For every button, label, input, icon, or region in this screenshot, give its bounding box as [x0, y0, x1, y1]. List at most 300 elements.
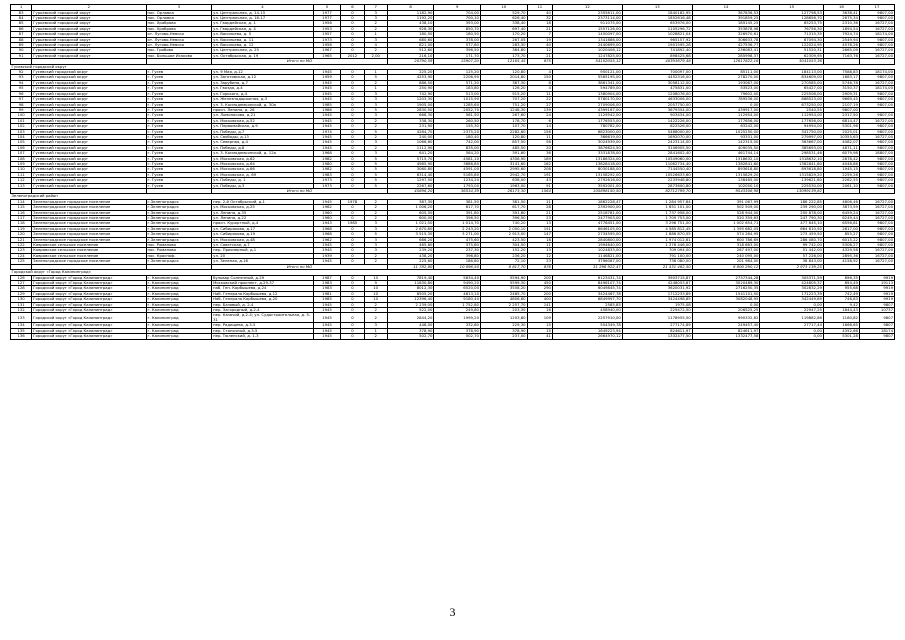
table-cell: 2734595,00 [552, 232, 622, 237]
table-cell: 0 [341, 124, 364, 129]
table-cell: 3 [364, 248, 387, 253]
table-cell: 9807 [859, 323, 894, 328]
table-cell: 6459,24 [823, 210, 859, 215]
table-cell: 260,50 [434, 118, 481, 123]
table-cell: 475,60 [434, 237, 481, 242]
table-cell: 1 737 958,00 [622, 210, 692, 215]
table-cell: 72,10 [480, 259, 527, 264]
table-cell: 9807,00 [859, 140, 894, 145]
table-cell: Гурьевский городской округ [32, 48, 146, 53]
table-cell: 236083,41 [692, 48, 760, 53]
table-cell: 173,70 [480, 53, 527, 58]
table-cell: г. Калининград [146, 328, 212, 333]
table-cell: 1020406,12 [552, 48, 622, 53]
table-cell: ул. Московская, д.25 [212, 205, 314, 210]
table-cell: пос. Романово [146, 243, 212, 248]
table-cell: 2 239,00 [387, 302, 434, 307]
table-cell: 1945 [313, 70, 341, 75]
table-cell: 1341686,00 [552, 37, 622, 42]
total-value: 6 800 290,12 [692, 264, 760, 269]
row-number: 115 [11, 205, 32, 210]
total-value: 10 096,50 [434, 264, 481, 269]
table-cell: 512,60 [387, 48, 434, 53]
table-cell: 1985 [341, 221, 364, 226]
table-cell: Гусевский городской округ [32, 172, 146, 177]
table-cell: Зеленоградское городское поселение [32, 210, 146, 215]
table-cell: Гусевский городской округ [32, 86, 146, 91]
table-cell: 2942,70 [480, 172, 527, 177]
table-cell: 19113 [859, 280, 894, 285]
table-cell: 5301,28 [823, 334, 859, 339]
table-cell: 1 974 012,61 [622, 237, 692, 242]
table-cell: 4871,11 [823, 145, 859, 150]
table-cell: 381,50 [434, 199, 481, 204]
table-cell: 2 [364, 216, 387, 221]
table-cell: 306633,78 [692, 37, 760, 42]
table-cell: Гусевский городской округ [32, 91, 146, 96]
table-cell: 10526633,60 [622, 172, 692, 177]
table-cell: 2585,85 [552, 302, 622, 307]
table-cell: 3 271,00 [434, 232, 481, 237]
table-cell: 18 [527, 21, 552, 26]
table-cell: 2 [364, 118, 387, 123]
row-number: 93 [11, 75, 32, 80]
column-number: 14 [692, 5, 760, 11]
row-number: 114 [11, 199, 32, 204]
row-number: 110 [11, 167, 32, 172]
table-cell: 1968 [313, 151, 341, 156]
table-cell: Городской округ «Город Калининград» [32, 291, 146, 296]
table-cell: г. Гусев [146, 102, 212, 107]
table-cell: Городской округ «Город Калининград» [32, 323, 146, 328]
table-cell: Городской округ «Город Калининград» [32, 302, 146, 307]
table-cell: 1968 [313, 232, 341, 237]
table-cell: 824611,97 [692, 328, 760, 333]
table-cell: ул. Зеленая, д.16 [212, 259, 314, 264]
table-cell: г. Калининград [146, 291, 212, 296]
table-cell: г. Гусев [146, 80, 212, 85]
table-cell: 1380904,00 [552, 91, 622, 96]
table-cell: 13186324,00 [552, 156, 622, 161]
table-cell: ул. Заготовская, д.12 [212, 75, 314, 80]
table-cell: 2664970,12 [552, 334, 622, 339]
table-cell: 342449,89 [760, 297, 824, 302]
row-number: 136 [11, 334, 32, 339]
row-number: 128 [11, 286, 32, 291]
table-cell: 63242,00 [692, 124, 760, 129]
table-cell: 128656,70 [760, 16, 824, 21]
table-cell: 180,40 [434, 134, 481, 139]
table-cell: 1973 [313, 183, 341, 188]
table-cell: 1974 [313, 129, 341, 134]
table-cell: 5 [364, 156, 387, 161]
table-cell: пер. Приозерный, д.1 [212, 248, 314, 253]
row-number: 92 [11, 70, 32, 75]
table-cell: г. Гусев [146, 97, 212, 102]
table-cell: 1852616,48 [622, 16, 692, 21]
table-cell: 1844,43 [823, 307, 859, 312]
table-cell: 742,90 [387, 91, 434, 96]
table-cell: 5746,78 [823, 80, 859, 85]
table-cell: 1557126,00 [552, 26, 622, 31]
table-cell: ул. Центральная, д. 16-17 [212, 16, 314, 21]
table-cell: 27 [527, 102, 552, 107]
table-cell: 4048,86 [823, 161, 859, 166]
table-cell: 1450097,00 [552, 32, 622, 37]
table-cell: 13828418,00 [552, 161, 622, 166]
table-cell: 18807,00 [859, 151, 894, 156]
table-cell: 2267,60 [387, 183, 434, 188]
table-cell: 3 [364, 226, 387, 231]
table-cell: 120,80 [480, 70, 527, 75]
table-cell: 2 050,10 [480, 226, 527, 231]
table-cell: 2844,20 [387, 313, 434, 323]
table-cell: 1332477,58 [692, 334, 760, 339]
table-cell: ул. Победы, д.7 [212, 129, 314, 134]
table-cell: 577,80 [434, 43, 481, 48]
table-cell: 200 [527, 275, 552, 280]
table-cell: 171223,39 [760, 291, 824, 296]
table-cell: 1983 [313, 286, 341, 291]
table-cell: 1894,54 [823, 26, 859, 31]
table-cell: 3686,80 [434, 161, 481, 166]
table-cell: 9807,00 [859, 75, 894, 80]
table-cell: Зеленоградское городское поселение [32, 199, 146, 204]
table-cell: 0 [341, 145, 364, 150]
table-cell: 2257910,00 [552, 313, 622, 323]
table-cell: 2373114,00 [552, 16, 622, 21]
table-cell: Гусевский городской округ [32, 70, 146, 75]
table-cell: г. Калининград [146, 307, 212, 312]
row-number: 135 [11, 328, 32, 333]
table-cell: 0 [341, 167, 364, 172]
table-cell: 12396,40 [387, 297, 434, 302]
table-cell: 1 651 101,00 [622, 205, 692, 210]
table-cell: пос. Большое Исаково [146, 53, 212, 58]
table-cell: 9807,00 [859, 167, 894, 172]
table-cell: 950121,00 [552, 70, 622, 75]
total-value: 12165,45 [480, 59, 527, 64]
table-cell: 894,49 [823, 280, 859, 285]
column-number: 4 [212, 5, 314, 11]
table-cell: 1945 [313, 307, 341, 312]
table-cell: г. Гусев [146, 86, 212, 91]
table-cell: 2675,34 [823, 16, 859, 21]
table-cell: 4633006,00 [622, 97, 692, 102]
table-cell: Гусевский городской округ [32, 97, 146, 102]
table-cell: 1 [364, 86, 387, 91]
table-cell: Городской округ «Город Калининград» [32, 275, 146, 280]
table-cell: 1247825,00 [552, 53, 622, 58]
table-cell: 4352,66 [823, 328, 859, 333]
table-cell: 229472,50 [622, 307, 692, 312]
table-cell: 554349,78 [552, 323, 622, 328]
table-cell: 11 [527, 199, 552, 204]
row-number: 125 [11, 259, 32, 264]
table-cell: 99 742,00 [760, 243, 824, 248]
table-cell: 835,00 [434, 145, 481, 150]
row-number: 104 [11, 134, 32, 139]
table-cell: г. Гусев [146, 140, 212, 145]
table-cell: ул. Московская, д.62 [212, 156, 314, 161]
table-cell: ул. Центральная, д. 25 [212, 48, 314, 53]
table-cell: 2540,55 [760, 107, 824, 112]
table-cell: 189 [527, 156, 552, 161]
total-value: 13099139,82 [760, 189, 824, 194]
table-cell: 18174 [859, 328, 894, 333]
table-cell: 4 [364, 43, 387, 48]
table-cell: 707,20 [480, 97, 527, 102]
table-cell: 1203,30 [387, 97, 434, 102]
table-cell: 9807,00 [859, 221, 894, 226]
table-cell: 53523,00 [692, 86, 760, 91]
table-cell: 561,50 [434, 113, 481, 118]
table-cell: 9807,00 [859, 16, 894, 21]
table-cell: 955,68 [823, 286, 859, 291]
table-cell: 3150,37 [823, 86, 859, 91]
table-cell: 3024939,00 [552, 140, 622, 145]
table-cell: 10 [364, 275, 387, 280]
table-cell: 617,70 [434, 205, 481, 210]
table-cell: 76756,30 [760, 26, 824, 31]
table-cell: Зеленоградское городское поселение [32, 237, 146, 242]
table-cell: Гусевский городской округ [32, 134, 146, 139]
table-cell: 529,70 [480, 10, 527, 15]
total-value: 82712799,70 [622, 189, 692, 194]
table-cell: 4776451,00 [552, 221, 622, 226]
table-cell: 9807 [859, 302, 894, 307]
table-cell: 102050,10 [692, 183, 760, 188]
table-cell: пер. Базовый, д. 2-4 [212, 302, 314, 307]
table-cell: Гурьевский городской округ [32, 37, 146, 42]
column-number: 10 [480, 5, 527, 11]
table-cell: 4 [527, 70, 552, 75]
table-cell: Городской округ «Город Калининград» [32, 334, 146, 339]
table-cell: г. Гусев [146, 151, 212, 156]
table-cell: 0 [341, 280, 364, 285]
table-cell: пос. Храброво [146, 21, 212, 26]
table-cell: 127798,53 [760, 10, 824, 15]
table-cell: 9919 [859, 291, 894, 296]
table-cell: Зеленоградское городское поселение [32, 216, 146, 221]
table-cell: 162 [527, 161, 552, 166]
table-cell: 65253,75 [760, 21, 824, 26]
table-cell: 51 442,00 [760, 248, 824, 253]
table-cell: 700097,00 [622, 70, 692, 75]
table-cell: 2 [364, 134, 387, 139]
total-value: 1564 [527, 189, 552, 194]
column-number: 9 [434, 5, 481, 11]
table-cell: 5 [364, 232, 387, 237]
table-cell: 0 [341, 16, 364, 21]
table-cell: 1905,00 [387, 102, 434, 107]
row-number: 124 [11, 253, 32, 258]
table-cell: 16727,00 [859, 259, 894, 264]
table-cell: ул. Советская, д.7 [212, 243, 314, 248]
table-cell: 653976,00 [622, 21, 692, 26]
table-cell: 9490,20 [434, 280, 481, 285]
table-cell: г. Гусев [146, 183, 212, 188]
table-cell: наб. Ген. Карбышева, д.24 [212, 286, 314, 291]
table-cell: 1945 [313, 91, 341, 96]
table-cell: Зеленоградское городское поселение [32, 232, 146, 237]
table-cell: 664 610,50 [760, 226, 824, 231]
table-cell: 2873600,80 [622, 183, 692, 188]
table-cell: 9807,00 [823, 107, 859, 112]
table-cell: 3796087,00 [552, 259, 622, 264]
table-cell: 1945 [313, 113, 341, 118]
table-cell: 10737 [859, 307, 894, 312]
table-cell: 0,00 [760, 302, 824, 307]
table-cell: ул. Октябрьская, д. 19 [212, 53, 314, 58]
table-cell: 0 [341, 243, 364, 248]
table-cell: 290 [527, 286, 552, 291]
table-cell: 385693,00 [760, 145, 824, 150]
table-cell: Гусевский городской округ [32, 183, 146, 188]
table-cell: 0 [341, 237, 364, 242]
table-cell: 2477903,00 [552, 216, 622, 221]
table-cell: г. Гусев [146, 118, 212, 123]
table-cell: Гусевский городской округ [32, 156, 146, 161]
table-cell: 6814,47 [823, 118, 859, 123]
column-number: 13 [622, 5, 692, 11]
table-cell: 1945 [313, 248, 341, 253]
building-row [11, 313, 895, 323]
table-cell: 1945 [313, 124, 341, 129]
table-cell: г. Гусев [146, 129, 212, 134]
table-cell: Наб. Генерала Карбышева, д.12 [212, 291, 314, 296]
table-cell: Городской округ «Город Калининград» [32, 313, 146, 323]
table-cell: 2057750,00 [622, 102, 692, 107]
table-cell: 485,50 [480, 145, 527, 150]
table-cell: 2,00 [364, 53, 387, 58]
table-cell: 125,20 [434, 70, 481, 75]
table-cell: 0 [341, 32, 364, 37]
column-number: 12 [552, 5, 622, 11]
table-cell: 1 [364, 70, 387, 75]
table-cell: 461744,14 [692, 151, 760, 156]
table-cell: 2 [364, 307, 387, 312]
table-cell: 5 [364, 161, 387, 166]
table-cell: 0 [341, 151, 364, 156]
table-cell: 1105296,72 [622, 26, 692, 31]
table-cell: ул. Васильева, д. 11 [212, 37, 314, 42]
table-cell: 791 100,00 [622, 253, 692, 258]
table-cell: 4613,10 [434, 291, 481, 296]
table-cell: 0 [341, 75, 364, 80]
table-cell: 2375,20 [434, 129, 481, 134]
table-cell: 450 [527, 280, 552, 285]
table-cell: 249,80 [434, 307, 481, 312]
table-cell: 0 [341, 286, 364, 291]
table-cell: 1945 [313, 302, 341, 307]
table-cell: 0 [341, 70, 364, 75]
table-cell: пос. Орловка [146, 16, 212, 21]
table-cell: ул. Ленина, д.35 [212, 210, 314, 215]
table-cell: 0 [341, 129, 364, 134]
table-cell: г. Гусев [146, 124, 212, 129]
table-cell: пос. Храброво [146, 26, 212, 31]
table-cell: Гусевский городской округ [32, 178, 146, 183]
table-cell: 1994640,00 [552, 243, 622, 248]
table-cell: 201 984,00 [692, 259, 760, 264]
table-cell: Гусевский городской округ [32, 75, 146, 80]
total-value: 45896,20 [387, 189, 434, 194]
table-cell: 7 [527, 32, 552, 37]
table-cell: 120,80 [480, 134, 527, 139]
table-cell: 1960 [313, 210, 341, 215]
table-cell: 4581,10 [434, 156, 481, 161]
table-cell: 1981 [313, 291, 341, 296]
table-cell: 9807,00 [859, 232, 894, 237]
table-cell: 20 [527, 145, 552, 150]
table-cell: 1066,60 [387, 140, 434, 145]
table-cell: 641,20 [387, 151, 434, 156]
row-number: 122 [11, 243, 32, 248]
table-cell: ул. Первомайская, д.9 [212, 124, 314, 129]
table-cell: 6049845,74 [552, 286, 622, 291]
table-cell: 1945 [313, 145, 341, 150]
table-cell: 3679354,00 [622, 107, 692, 112]
table-cell: 1 752,80 [434, 302, 481, 307]
table-cell: 156 [527, 129, 552, 134]
table-cell: 465,80 [387, 243, 434, 248]
table-cell: 2792616,00 [552, 178, 622, 183]
table-cell: Гусевский городской округ [32, 102, 146, 107]
table-cell: 155,30 [434, 124, 481, 129]
table-cell: 4284,70 [387, 129, 434, 134]
table-cell: 0 [341, 210, 364, 215]
table-cell: 11 [527, 91, 552, 96]
table-cell: 502,70 [434, 334, 481, 339]
table-cell: 2 [364, 334, 387, 339]
table-cell: 574 264,95 [692, 232, 760, 237]
table-cell: 16727,00 [859, 80, 894, 85]
table-cell: 200 [527, 291, 552, 296]
table-cell: 11 [527, 243, 552, 248]
table-cell: 391,80 [434, 210, 481, 215]
column-number: 5 [313, 5, 341, 11]
table-cell: 91 [527, 183, 552, 188]
table-cell: 1234,20 [434, 178, 481, 183]
table-cell: 32 [527, 16, 552, 21]
table-cell: 638,00 [480, 178, 527, 183]
table-cell: 1382841,80 [692, 161, 760, 166]
table-cell: 139621,80 [760, 178, 824, 183]
table-cell: 2355611,00 [552, 10, 622, 15]
table-cell: 0,00 [692, 102, 760, 107]
table-cell: г.Зеленоградск [146, 221, 212, 226]
table-cell: 112954,00 [760, 113, 824, 118]
table-cell: 1692070,00 [622, 134, 692, 139]
table-cell: 2665,09 [823, 48, 859, 53]
table-cell: 704,00 [434, 10, 481, 15]
table-cell: 147 [527, 232, 552, 237]
table-cell: 0 [341, 297, 364, 302]
table-cell: 5165,80 [434, 172, 481, 177]
table-cell: 2 [364, 124, 387, 129]
table-cell: просп. Ленина, д. 26 [212, 107, 314, 112]
table-cell: 1666,65 [823, 323, 859, 328]
row-number: 85 [11, 21, 32, 26]
table-cell: 626,40 [480, 16, 527, 21]
table-cell: г. Калининград [146, 286, 212, 291]
table-cell: 1965 [313, 53, 341, 58]
table-cell: 6849997,70 [552, 297, 622, 302]
table-cell: 990332,82 [692, 313, 760, 323]
table-cell: 515,20 [480, 91, 527, 96]
row-number: 109 [11, 161, 32, 166]
